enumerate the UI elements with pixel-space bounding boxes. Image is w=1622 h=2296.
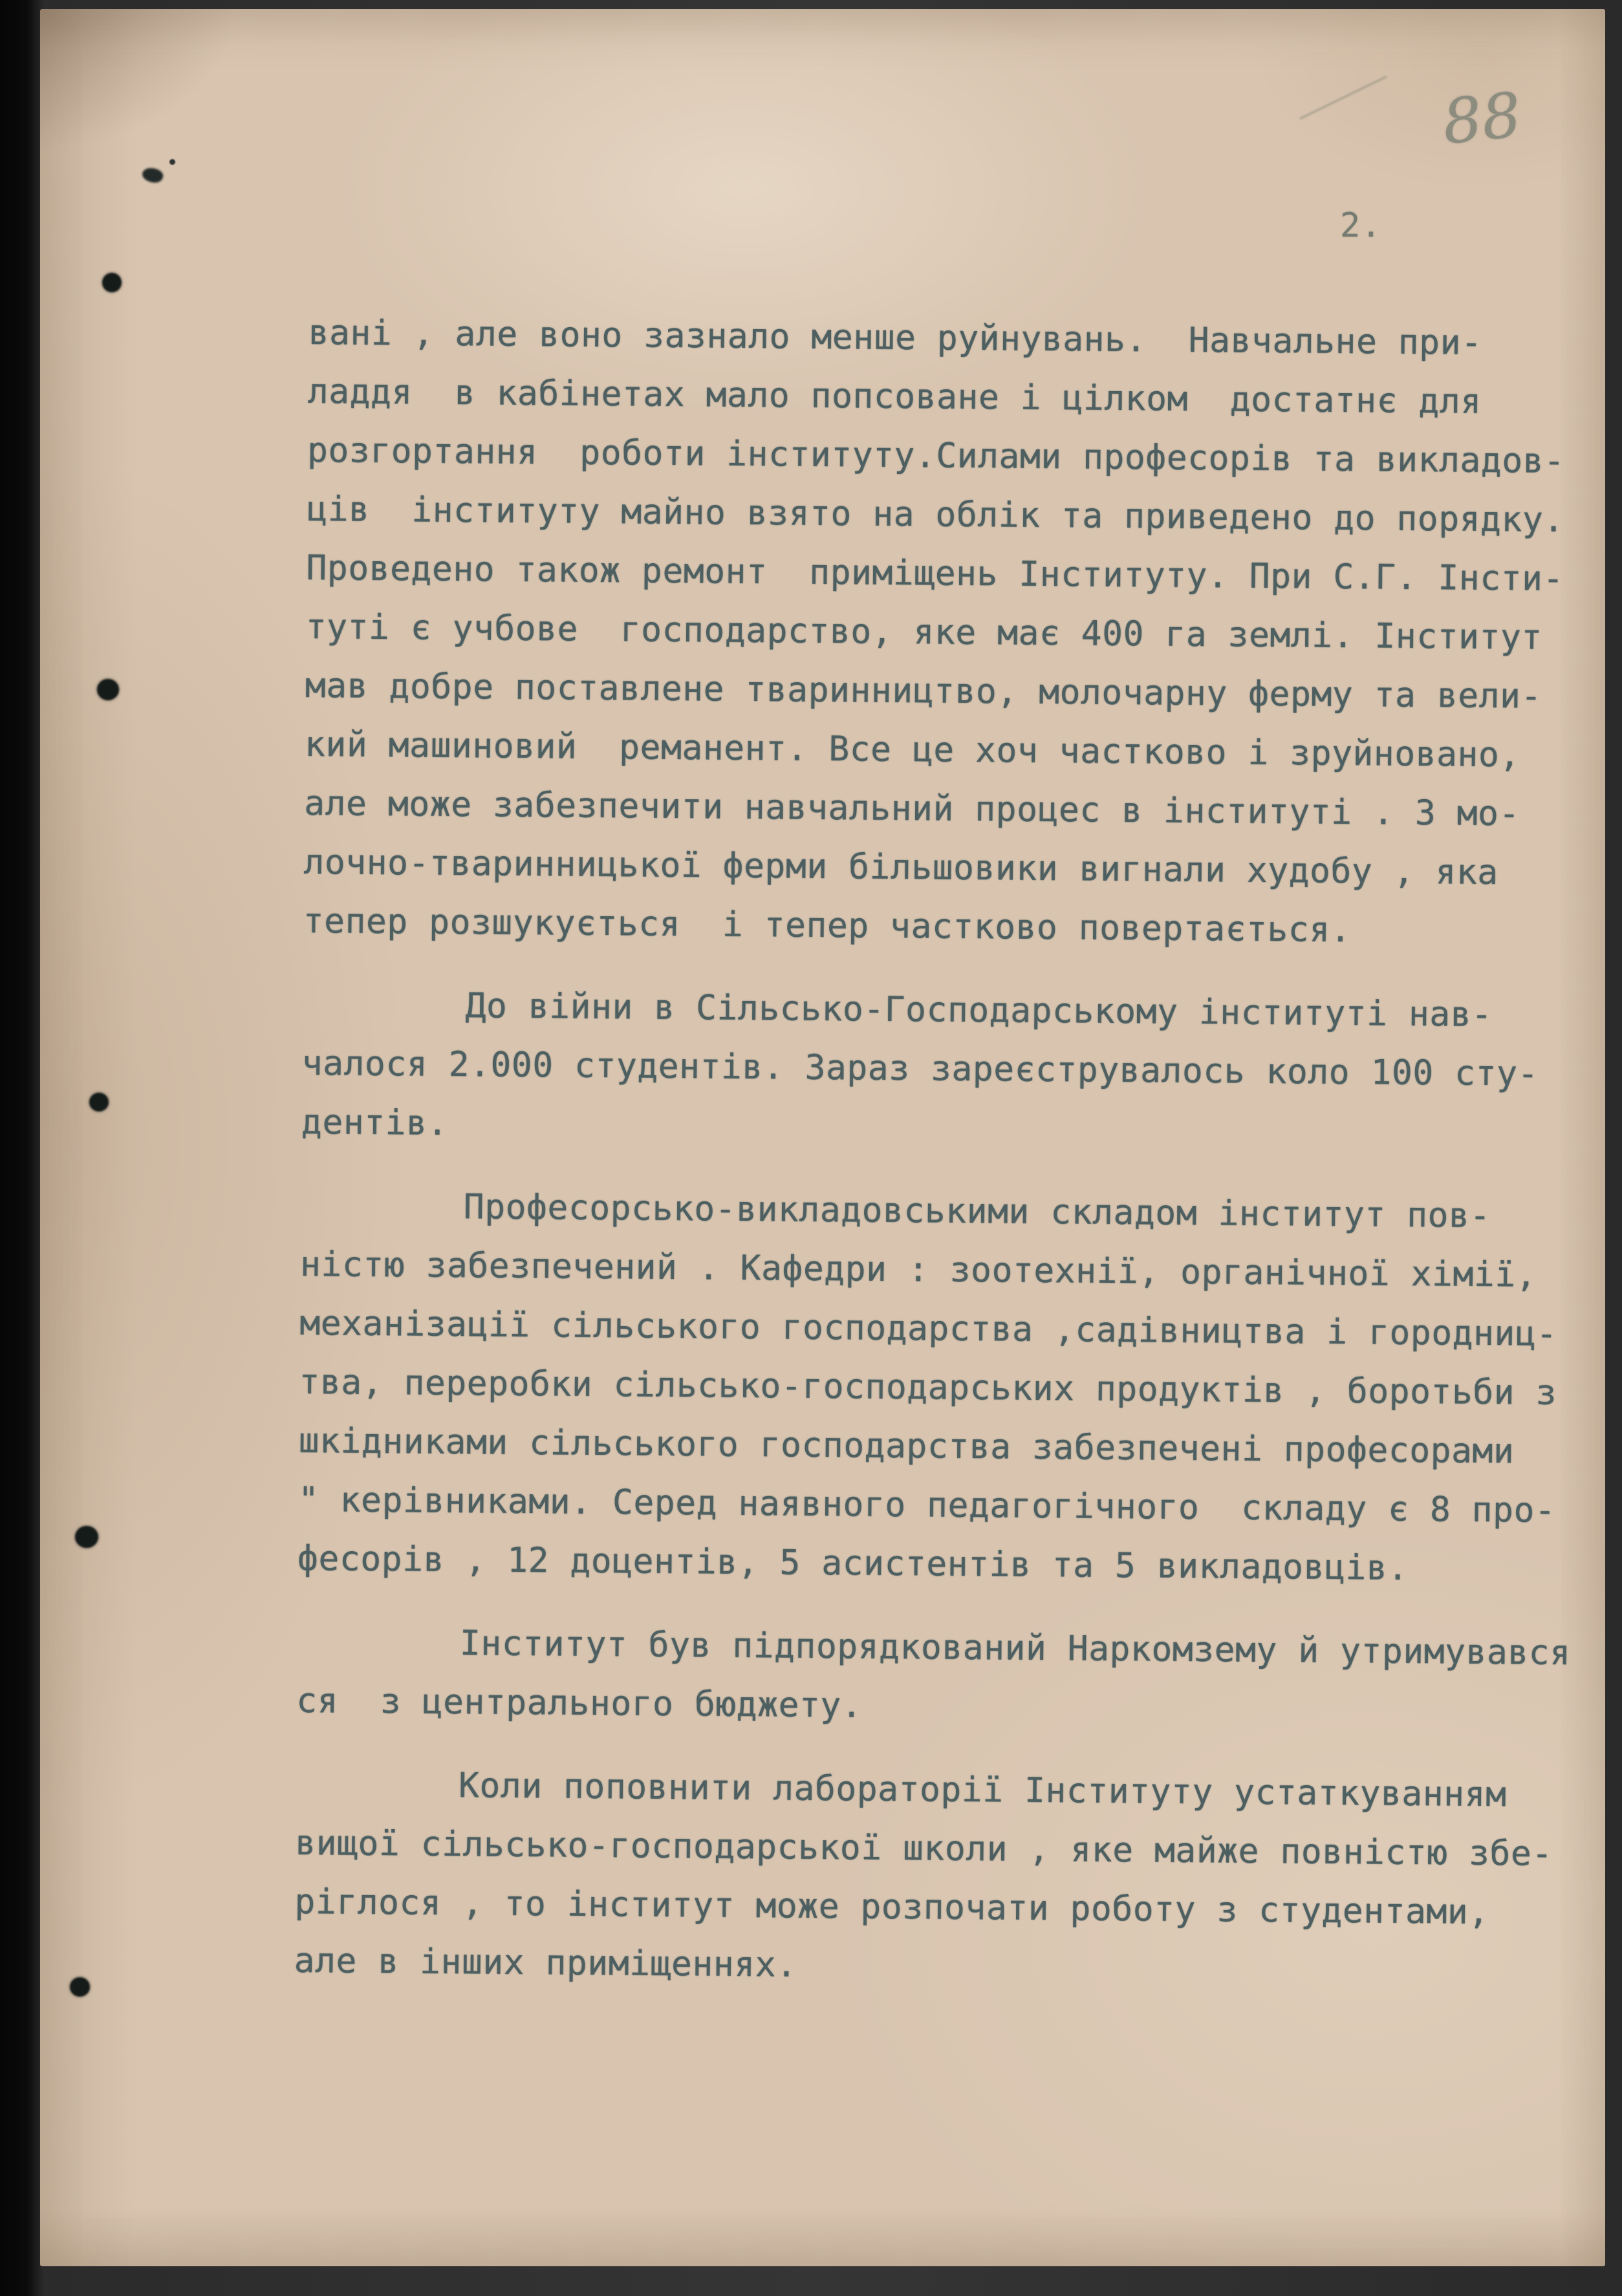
- typed-line: фесорів , 12 доцентів, 5 асистентів та 5 викладовців.: [297, 1538, 1409, 1588]
- typed-line: туті є учбове господарство, яке має 400 га землі. Інститут: [305, 606, 1542, 658]
- typed-page-number: 2.: [1340, 206, 1382, 245]
- typed-line: До війни в Сільсько-Господарському інституті нав-: [465, 986, 1493, 1035]
- typed-line: ріглося , то інститут може розпочати роботу з студентами,: [294, 1882, 1489, 1933]
- paragraph: [296, 1613, 1597, 1742]
- typed-line: ладдя в кабінетах мало попсоване і цілком достатнє для: [307, 371, 1482, 422]
- ink-smudge: [140, 165, 165, 186]
- typed-line: " керівниками. Серед наявного педагогічного складу є 8 про-: [297, 1479, 1556, 1530]
- typed-line: шкідниками сільського господарства забезпечені професорами: [298, 1421, 1515, 1472]
- typed-line: ців інституту майно взято на облік та приведено до порядку.: [306, 489, 1564, 540]
- typed-line: але в інших приміщеннях.: [294, 1940, 797, 1985]
- punch-hole: [102, 273, 122, 292]
- ink-speck: [169, 159, 175, 165]
- paragraph: [294, 1755, 1595, 2002]
- typed-line: механізації сільського господарства ,садівництва і городниц-: [299, 1303, 1557, 1354]
- typed-line: але може забезпечити навчальний процес в інституті . З мо-: [303, 783, 1520, 834]
- typed-line: Професорсько-викладовськими складом інститут пов-: [463, 1187, 1491, 1236]
- paragraph: [301, 975, 1603, 1163]
- paragraph: [297, 1176, 1601, 1600]
- typed-text-body: [294, 303, 1608, 2001]
- punch-hole: [70, 1977, 90, 1997]
- typed-line: Інститут був підпорядкований Наркомзему й утримувався: [459, 1624, 1571, 1673]
- typed-line: Проведено також ремонт приміщень Інституту. При С.Г. Інсти-: [306, 548, 1564, 599]
- typed-line: розгортання роботи інституту.Силами професорів та викладов-: [307, 430, 1565, 481]
- document-page: [40, 9, 1605, 2266]
- punch-hole: [97, 679, 119, 700]
- typed-line: тва, переробки сільсько-господарських продуктів , боротьби з: [299, 1362, 1557, 1413]
- handwritten-page-number: 88: [1439, 79, 1525, 159]
- typed-line: мав добре поставлене тваринництво, молочарну ферму та вели-: [305, 665, 1542, 716]
- pencil-stroke: [1299, 75, 1388, 120]
- typed-line: вані , але воно зазнало менше руйнувань. Навчальне при-: [308, 312, 1482, 363]
- typed-line: чалося 2.000 студентів. Зараз зареєструвалось коло 100 сту-: [301, 1043, 1539, 1094]
- typed-line: тепер розшукується і тепер частково повертається.: [303, 901, 1352, 950]
- paragraph: [303, 303, 1608, 962]
- typed-line: дентів.: [301, 1102, 449, 1143]
- typed-line: лочно-тваринницької ферми більшовики вигнали худобу , яка: [303, 842, 1498, 893]
- typed-line: Коли поповнити лабораторії Інституту устаткуванням: [458, 1766, 1507, 1815]
- typed-line: ся з центрального бюджету.: [296, 1680, 863, 1726]
- typed-line: вищої сільсько-господарської школи , яке майже повністю збе-: [294, 1823, 1553, 1874]
- typed-line: ністю забезпечений . Кафедри : зоотехнії, органічної хімії,: [299, 1244, 1537, 1295]
- punch-hole: [75, 1526, 98, 1548]
- punch-hole: [89, 1093, 109, 1111]
- typed-line: кий машиновий реманент. Все це хоч частково і зруйновано,: [304, 724, 1520, 775]
